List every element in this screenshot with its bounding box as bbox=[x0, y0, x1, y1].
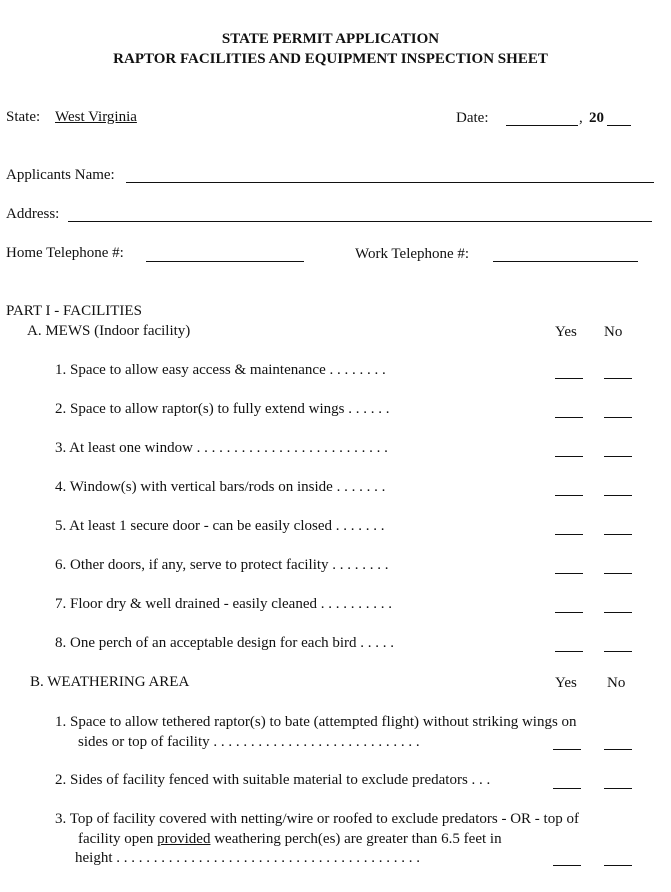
no-blank[interactable] bbox=[604, 456, 632, 457]
section-a-yes-header: Yes bbox=[555, 324, 577, 340]
yes-blank[interactable] bbox=[555, 378, 583, 379]
yes-blank[interactable] bbox=[555, 651, 583, 652]
mews-item-7: 7. Floor dry & well drained - easily cleaned . . . . . . . . . . bbox=[55, 596, 393, 612]
date-label: Date: bbox=[456, 110, 489, 126]
home-telephone-field[interactable] bbox=[146, 261, 304, 262]
no-blank[interactable] bbox=[604, 651, 632, 652]
applicant-name-field[interactable] bbox=[126, 182, 654, 183]
weathering-item-1-line2: sides or top of facility . . . . . . . . . . . . . . . . . . . . . . . . . . . . bbox=[78, 734, 420, 750]
part1-heading: PART I - FACILITIES bbox=[6, 303, 142, 319]
mews-item-6: 6. Other doors, if any, serve to protect facility . . . . . . . . bbox=[55, 557, 389, 573]
home-telephone-label: Home Telephone #: bbox=[6, 245, 124, 261]
weathering-item-3-provided: provided bbox=[157, 831, 211, 847]
yes-blank[interactable] bbox=[555, 417, 583, 418]
no-blank[interactable] bbox=[604, 612, 632, 613]
no-blank[interactable] bbox=[604, 788, 632, 789]
state-value: West Virginia bbox=[55, 109, 137, 125]
no-blank[interactable] bbox=[604, 534, 632, 535]
weathering-item-1-line1: 1. Space to allow tethered raptor(s) to bate (attempted flight) without striking wings on bbox=[55, 714, 577, 730]
section-b-heading: B. WEATHERING AREA bbox=[30, 674, 190, 690]
yes-blank[interactable] bbox=[553, 865, 581, 866]
section-a-heading: A. MEWS (Indoor facility) bbox=[27, 323, 191, 339]
yes-blank[interactable] bbox=[555, 456, 583, 457]
form-title-line2: RAPTOR FACILITIES AND EQUIPMENT INSPECTION SHEET bbox=[113, 51, 548, 67]
applicant-name-label: Applicants Name: bbox=[6, 167, 115, 183]
weathering-item-3-line2 bbox=[78, 830, 502, 848]
yes-blank[interactable] bbox=[553, 749, 581, 750]
mews-item-3: 3. At least one window . . . . . . . . . . . . . . . . . . . . . . . . . . bbox=[55, 440, 388, 456]
mews-item-1: 1. Space to allow easy access & maintenance . . . . . . . . bbox=[55, 362, 386, 378]
mews-item-4: 4. Window(s) with vertical bars/rods on inside . . . . . . . bbox=[55, 479, 386, 495]
weathering-item-3-line1: 3. Top of facility covered with netting/wire or roofed to exclude predators - OR - top of bbox=[55, 811, 579, 827]
mews-item-5: 5. At least 1 secure door - can be easily closed . . . . . . . bbox=[55, 518, 385, 534]
weathering-item-3-line2-pre: facility open bbox=[78, 831, 158, 847]
section-b-no-header: No bbox=[607, 675, 626, 691]
weathering-item-3-line3: height . . . . . . . . . . . . . . . . . . . . . . . . . . . . . . . . . . . . . . . . . bbox=[75, 850, 420, 866]
yes-blank[interactable] bbox=[555, 612, 583, 613]
no-blank[interactable] bbox=[604, 749, 632, 750]
yes-blank[interactable] bbox=[553, 788, 581, 789]
mews-item-8: 8. One perch of an acceptable design for each bird . . . . . bbox=[55, 635, 395, 651]
form-title-line1: STATE PERMIT APPLICATION bbox=[221, 31, 440, 47]
weathering-item-2: 2. Sides of facility fenced with suitable material to exclude predators . . . bbox=[55, 772, 491, 788]
work-telephone-field[interactable] bbox=[493, 261, 638, 262]
work-telephone-label: Work Telephone #: bbox=[355, 246, 470, 262]
no-blank[interactable] bbox=[604, 573, 632, 574]
weathering-item-3-line2-post: weathering perch(es) are greater than 6.5 feet in bbox=[210, 831, 502, 847]
no-blank[interactable] bbox=[604, 378, 632, 379]
no-blank[interactable] bbox=[604, 417, 632, 418]
date-year: 20 bbox=[589, 110, 604, 126]
section-a-no-header: No bbox=[604, 324, 623, 340]
yes-blank[interactable] bbox=[555, 573, 583, 574]
yes-blank[interactable] bbox=[555, 495, 583, 496]
mews-item-2: 2. Space to allow raptor(s) to fully extend wings . . . . . . bbox=[55, 401, 390, 417]
date-separator: , bbox=[579, 110, 583, 126]
address-label: Address: bbox=[6, 206, 60, 222]
no-blank[interactable] bbox=[604, 495, 632, 496]
address-field[interactable] bbox=[68, 221, 652, 222]
section-b-yes-header: Yes bbox=[555, 675, 577, 691]
no-blank[interactable] bbox=[604, 865, 632, 866]
date-year-blank[interactable] bbox=[607, 125, 631, 126]
state-label: State: bbox=[6, 109, 41, 125]
yes-blank[interactable] bbox=[555, 534, 583, 535]
date-blank[interactable] bbox=[506, 125, 578, 126]
